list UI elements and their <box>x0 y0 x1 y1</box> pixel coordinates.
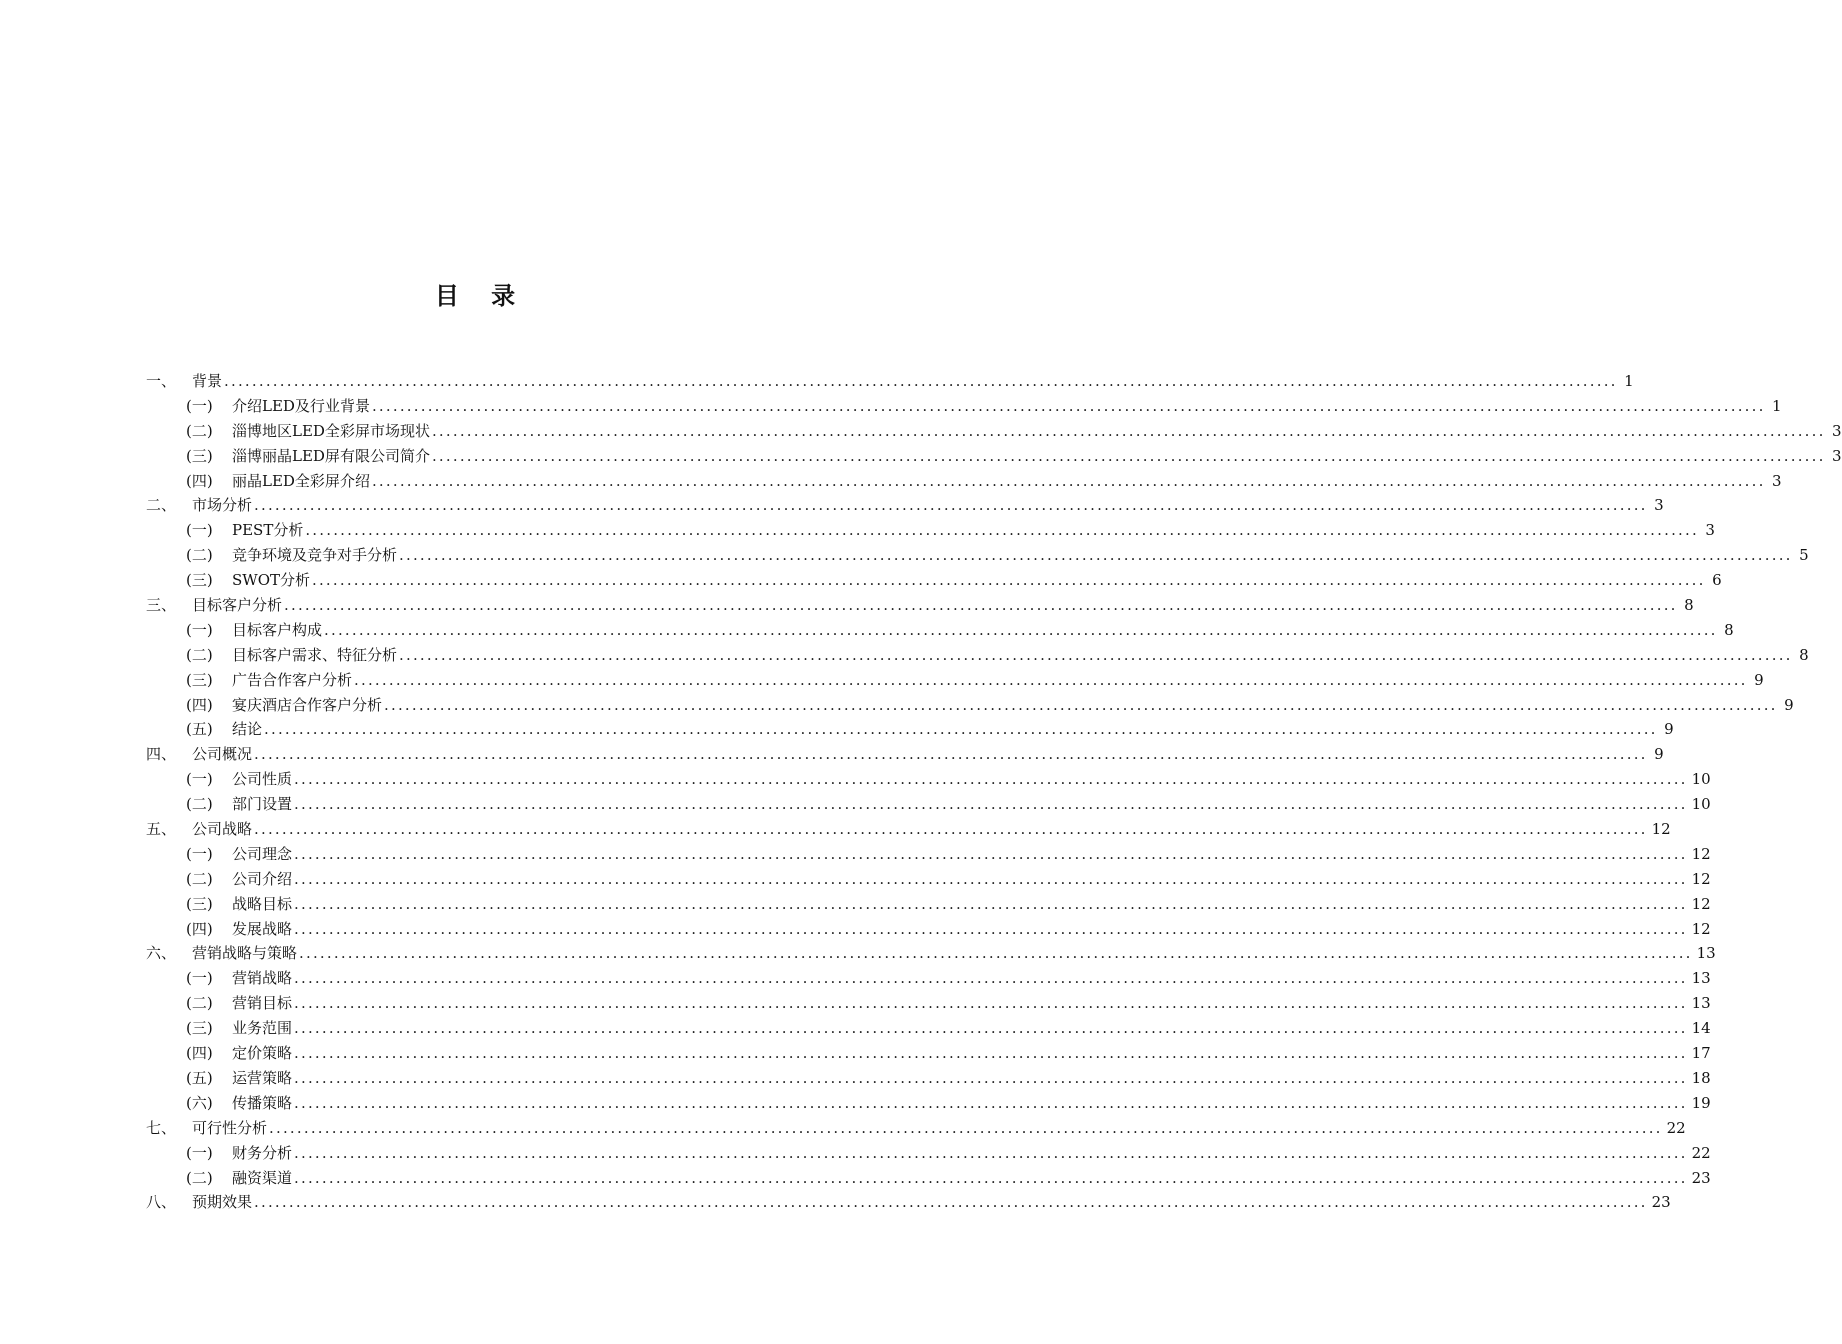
toc-entry-number: (五) <box>186 720 213 739</box>
toc-dot-leader: ........................................................................................................................................................................................................ <box>431 446 1826 465</box>
toc-dot-leader: ........................................................................................................................................................................................................ <box>294 894 1688 913</box>
toc-section-entry[interactable] <box>146 518 1715 543</box>
toc-entry-title: 背景 <box>192 372 223 390</box>
toc-entry-number: 二、 <box>146 496 177 515</box>
toc-section-entry[interactable] <box>146 1166 1711 1191</box>
toc-entry-title: 营销战略 <box>232 969 293 988</box>
toc-entry-number: (二) <box>186 1168 213 1187</box>
toc-entry-number: (六) <box>186 1093 213 1112</box>
toc-section-entry[interactable] <box>146 394 1782 419</box>
toc-chapter-entry[interactable] <box>146 493 1664 518</box>
toc-entry-number: (二) <box>186 421 213 440</box>
toc-page-number: 9 <box>1664 720 1674 739</box>
toc-page-number: 3 <box>1654 496 1664 515</box>
toc-section-entry[interactable] <box>146 1141 1711 1166</box>
toc-dot-leader: ........................................................................................................................................................................................................ <box>254 496 1648 515</box>
toc-dot-leader: ........................................................................................................................................................................................................ <box>294 1143 1688 1162</box>
toc-page-number: 12 <box>1651 820 1671 839</box>
toc-page-number: 23 <box>1691 1168 1711 1187</box>
toc-entry-title: 宴庆酒店合作客户分析 <box>232 695 383 714</box>
toc-dot-leader: ........................................................................................................................................................................................................ <box>312 571 1706 590</box>
toc-entry-title: 公司介绍 <box>232 869 293 888</box>
toc-page-number: 17 <box>1691 1044 1711 1063</box>
toc-section-entry[interactable] <box>146 693 1794 718</box>
toc-entry-number: (一) <box>186 620 213 639</box>
toc-section-entry[interactable] <box>146 469 1782 494</box>
toc-dot-leader: ........................................................................................................................................................................................................ <box>294 994 1688 1013</box>
toc-entry-title: 定价策略 <box>232 1044 293 1063</box>
toc-entry-title: 淄博地区LED全彩屏市场现状 <box>232 421 430 440</box>
toc-entry-title: 丽晶LED全彩屏介绍 <box>232 471 370 490</box>
toc-dot-leader: ........................................................................................................................................................................................................ <box>254 1193 1648 1212</box>
toc-page-number: 1 <box>1624 372 1634 390</box>
toc-dot-leader: ........................................................................................................................................................................................................ <box>294 844 1688 863</box>
toc-dot-leader: ........................................................................................................................................................................................................ <box>294 1168 1688 1187</box>
toc-entry-number: 一、 <box>146 372 177 390</box>
toc-page-number: 13 <box>1691 994 1711 1013</box>
toc-dot-leader: ........................................................................................................................................................................................................ <box>324 620 1718 639</box>
toc-entry-number: 六、 <box>146 944 177 963</box>
toc-section-entry[interactable] <box>146 444 1842 469</box>
toc-dot-leader: ........................................................................................................................................................................................................ <box>371 471 1766 490</box>
toc-entry-number: (一) <box>186 521 213 540</box>
toc-dot-leader: ........................................................................................................................................................................................................ <box>294 770 1688 789</box>
toc-entry-title: 发展战略 <box>232 919 293 938</box>
toc-entry-title: 市场分析 <box>192 496 253 515</box>
toc-section-entry[interactable] <box>146 568 1722 593</box>
toc-page-number: 3 <box>1832 446 1842 465</box>
toc-entry-number: (二) <box>186 994 213 1013</box>
toc-page-number: 12 <box>1691 869 1711 888</box>
toc-entry-number: (二) <box>186 869 213 888</box>
toc-page-number: 6 <box>1712 571 1722 590</box>
toc-title: 目 录 <box>434 282 528 310</box>
toc-entry-title: 战略目标 <box>232 894 293 913</box>
toc-page-number: 3 <box>1705 521 1715 540</box>
toc-entry-title: 预期效果 <box>192 1193 253 1212</box>
toc-entry-title: 传播策略 <box>232 1093 293 1112</box>
toc-dot-leader: ........................................................................................................................................................................................................ <box>254 745 1648 764</box>
toc-entry-number: (一) <box>186 396 213 415</box>
toc-entry-number: 三、 <box>146 596 177 615</box>
toc-page-number: 12 <box>1691 919 1711 938</box>
toc-page-number: 13 <box>1691 969 1711 988</box>
toc-entry-number: (一) <box>186 844 213 863</box>
toc-entry-title: 公司概况 <box>192 745 253 764</box>
toc-chapter-entry[interactable] <box>146 593 1694 618</box>
toc-entry-number: (三) <box>186 446 213 465</box>
toc-entry-title: 介绍LED及行业背景 <box>232 396 370 415</box>
toc-entry-title: 公司理念 <box>232 844 293 863</box>
toc-chapter-entry[interactable] <box>146 1190 1671 1215</box>
toc-section-entry[interactable] <box>146 767 1711 792</box>
toc-dot-leader: ........................................................................................................................................................................................................ <box>294 1068 1688 1087</box>
toc-chapter-entry[interactable] <box>146 941 1716 966</box>
toc-entry-number: (三) <box>186 571 213 590</box>
toc-list <box>146 369 1842 1215</box>
toc-section-entry[interactable] <box>146 419 1842 444</box>
toc-entry-number: (五) <box>186 1068 213 1087</box>
toc-page-number: 3 <box>1832 421 1842 440</box>
toc-page-number: 1 <box>1772 396 1782 415</box>
toc-entry-number: (二) <box>186 546 213 565</box>
toc-dot-leader: ........................................................................................................................................................................................................ <box>269 1118 1663 1137</box>
toc-dot-leader: ........................................................................................................................................................................................................ <box>399 546 1793 565</box>
toc-entry-title: 可行性分析 <box>192 1118 268 1137</box>
toc-section-entry[interactable] <box>146 1066 1711 1091</box>
toc-section-entry[interactable] <box>146 792 1711 817</box>
toc-page-number: 23 <box>1651 1193 1671 1212</box>
toc-section-entry[interactable] <box>146 1016 1711 1041</box>
toc-entry-title: 融资渠道 <box>232 1168 293 1187</box>
toc-section-entry[interactable] <box>146 618 1734 643</box>
toc-section-entry[interactable] <box>146 1041 1711 1066</box>
toc-dot-leader: ........................................................................................................................................................................................................ <box>371 396 1766 415</box>
toc-entry-title: 目标客户分析 <box>192 596 283 615</box>
toc-entry-number: (三) <box>186 1019 213 1038</box>
toc-entry-number: (四) <box>186 919 213 938</box>
toc-entry-title: 结论 <box>232 720 263 739</box>
toc-section-entry[interactable] <box>146 917 1711 942</box>
toc-entry-title: 营销战略与策略 <box>192 944 298 963</box>
toc-entry-number: 五、 <box>146 820 177 839</box>
toc-page-number: 19 <box>1691 1093 1711 1112</box>
toc-dot-leader: ........................................................................................................................................................................................................ <box>305 521 1699 540</box>
toc-entry-number: (一) <box>186 1143 213 1162</box>
toc-entry-number: (一) <box>186 770 213 789</box>
toc-page-number: 9 <box>1754 670 1764 689</box>
toc-page-number: 12 <box>1691 844 1711 863</box>
toc-entry-title: PEST分析 <box>232 521 304 540</box>
toc-dot-leader: ........................................................................................................................................................................................................ <box>264 720 1658 739</box>
toc-entry-title: 竞争环境及竞争对手分析 <box>232 546 398 565</box>
toc-dot-leader: ........................................................................................................................................................................................................ <box>294 1044 1688 1063</box>
toc-entry-number: 四、 <box>146 745 177 764</box>
toc-dot-leader: ........................................................................................................................................................................................................ <box>284 596 1678 615</box>
toc-dot-leader: ........................................................................................................................................................................................................ <box>299 944 1693 963</box>
toc-dot-leader: ........................................................................................................................................................................................................ <box>294 869 1688 888</box>
toc-page-number: 22 <box>1691 1143 1711 1162</box>
toc-page-number: 5 <box>1799 546 1809 565</box>
toc-section-entry[interactable] <box>146 892 1711 917</box>
toc-dot-leader: ........................................................................................................................................................................................................ <box>254 820 1648 839</box>
toc-section-entry[interactable] <box>146 991 1711 1016</box>
toc-page-number: 9 <box>1784 695 1794 714</box>
toc-entry-number: (三) <box>186 670 213 689</box>
toc-page-number: 8 <box>1684 596 1694 615</box>
toc-page-number: 10 <box>1691 795 1711 814</box>
toc-page-number: 22 <box>1666 1118 1686 1137</box>
toc-section-entry[interactable] <box>146 966 1711 991</box>
toc-section-entry[interactable] <box>146 643 1809 668</box>
toc-page-number: 12 <box>1691 894 1711 913</box>
toc-page-number: 8 <box>1799 645 1809 664</box>
toc-chapter-entry[interactable] <box>146 817 1671 842</box>
toc-entry-number: (四) <box>186 471 213 490</box>
toc-chapter-entry[interactable] <box>146 369 1634 394</box>
toc-entry-number: (四) <box>186 1044 213 1063</box>
toc-page-number: 14 <box>1691 1019 1711 1038</box>
toc-entry-number: 八、 <box>146 1193 177 1212</box>
toc-entry-title: 公司性质 <box>232 770 293 789</box>
toc-entry-title: 部门设置 <box>232 795 293 814</box>
toc-section-entry[interactable] <box>146 867 1711 892</box>
toc-dot-leader: ........................................................................................................................................................................................................ <box>294 1019 1688 1038</box>
toc-entry-title: 广告合作客户分析 <box>232 670 353 689</box>
toc-entry-title: 营销目标 <box>232 994 293 1013</box>
toc-entry-number: 七、 <box>146 1118 177 1137</box>
toc-dot-leader: ........................................................................................................................................................................................................ <box>294 1093 1688 1112</box>
toc-dot-leader: ........................................................................................................................................................................................................ <box>294 795 1688 814</box>
toc-dot-leader: ........................................................................................................................................................................................................ <box>399 645 1793 664</box>
toc-dot-leader: ........................................................................................................................................................................................................ <box>294 919 1688 938</box>
toc-entry-title: 公司战略 <box>192 820 253 839</box>
toc-entry-title: 运营策略 <box>232 1068 293 1087</box>
toc-chapter-entry[interactable] <box>146 742 1664 767</box>
toc-entry-title: 目标客户需求、特征分析 <box>232 645 398 664</box>
toc-entry-number: (二) <box>186 795 213 814</box>
toc-page-number: 8 <box>1724 620 1734 639</box>
toc-entry-title: 业务范围 <box>232 1019 293 1038</box>
toc-dot-leader: ........................................................................................................................................................................................................ <box>294 969 1688 988</box>
toc-entry-title: 淄博丽晶LED屏有限公司简介 <box>232 446 430 465</box>
toc-section-entry[interactable] <box>146 1091 1711 1116</box>
toc-entry-number: (一) <box>186 969 213 988</box>
toc-entry-title: 财务分析 <box>232 1143 293 1162</box>
toc-dot-leader: ........................................................................................................................................................................................................ <box>224 372 1618 390</box>
toc-section-entry[interactable] <box>146 668 1764 693</box>
toc-entry-title: SWOT分析 <box>232 571 310 590</box>
toc-page-number: 10 <box>1691 770 1711 789</box>
toc-entry-number: (二) <box>186 645 213 664</box>
toc-dot-leader: ........................................................................................................................................................................................................ <box>384 695 1778 714</box>
toc-section-entry[interactable] <box>146 543 1809 568</box>
toc-chapter-entry[interactable] <box>146 1116 1686 1141</box>
toc-section-entry[interactable] <box>146 842 1711 867</box>
toc-entry-title: 目标客户构成 <box>232 620 323 639</box>
toc-page-number: 3 <box>1772 471 1782 490</box>
toc-page-number: 9 <box>1654 745 1664 764</box>
toc-dot-leader: ........................................................................................................................................................................................................ <box>431 421 1826 440</box>
toc-entry-number: (三) <box>186 894 213 913</box>
toc-entry-number: (四) <box>186 695 213 714</box>
toc-section-entry[interactable] <box>146 717 1674 742</box>
toc-page-number: 18 <box>1691 1068 1711 1087</box>
toc-page-number: 13 <box>1696 944 1716 963</box>
toc-dot-leader: ........................................................................................................................................................................................................ <box>354 670 1748 689</box>
